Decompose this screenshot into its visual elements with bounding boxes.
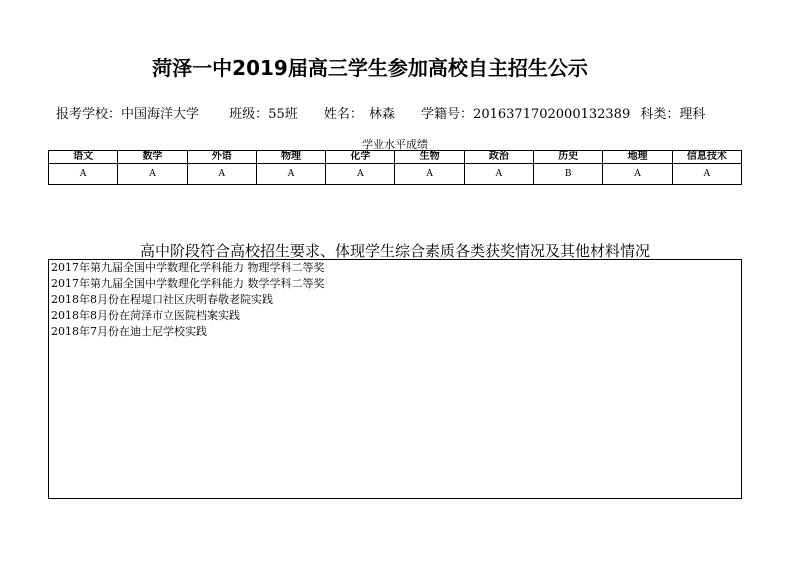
grade-value-cell: A [603,164,672,185]
grades-header-row [49,151,742,164]
grade-value-cell: A [256,164,325,185]
grade-value-cell: A [187,164,256,185]
grade-header-cell: 政治 [464,151,533,164]
name-label: 姓名： [323,107,363,122]
grade-header-cell: 数学 [118,151,187,164]
page-title: 菏泽一中2019届高三学生参加高校自主招生公示 [152,56,588,80]
grade-value-cell: A [672,164,741,185]
grades-table [48,150,742,185]
grade-value-cell: A [464,164,533,185]
grades-section-title: 学业水平成绩 [362,138,428,151]
grade-value-cell: A [395,164,464,185]
class-label: 班级： [229,107,269,122]
school-value: 中国海洋大学 [121,107,200,122]
awards-box [48,259,742,499]
awards-section-title: 高中阶段符合高校招生要求、体现学生综合素质各类获奖情况及其他材料情况 [139,242,650,260]
grade-header-cell: 历史 [534,151,603,164]
award-item: 2017年第九届全国中学数理化学科能力 物理学科二等奖 [51,261,325,274]
award-item: 2018年7月份在迪士尼学校实践 [51,325,207,338]
grade-header-cell: 外语 [187,151,256,164]
grade-header-cell: 生物 [395,151,464,164]
grade-header-cell: 地理 [603,151,672,164]
grade-value-cell: A [326,164,395,185]
grade-value-cell: B [534,164,603,185]
grade-header-cell: 物理 [256,151,325,164]
class-value: 55班 [268,107,298,122]
grade-value-cell: A [118,164,187,185]
student-info-row [56,103,750,123]
grades-value-row [49,164,742,185]
award-item: 2017年第九届全国中学数理化学科能力 数学学科二等奖 [51,277,325,290]
award-item: 2018年8月份在菏泽市立医院档案实践 [51,309,240,322]
subject-value: 理科 [679,107,706,122]
subject-label: 科类： [640,107,680,122]
grade-value-cell: A [49,164,118,185]
school-label: 报考学校： [56,107,122,122]
student-id-value: 2016371702000132389 [473,107,631,122]
student-id-label: 学籍号： [421,107,474,122]
name-value: 林森 [368,107,395,122]
grade-header-cell: 化学 [326,151,395,164]
grade-header-cell: 语文 [49,151,118,164]
grade-header-cell: 信息技术 [672,151,741,164]
award-item: 2018年8月份在程堤口社区庆明春敬老院实践 [51,293,273,306]
